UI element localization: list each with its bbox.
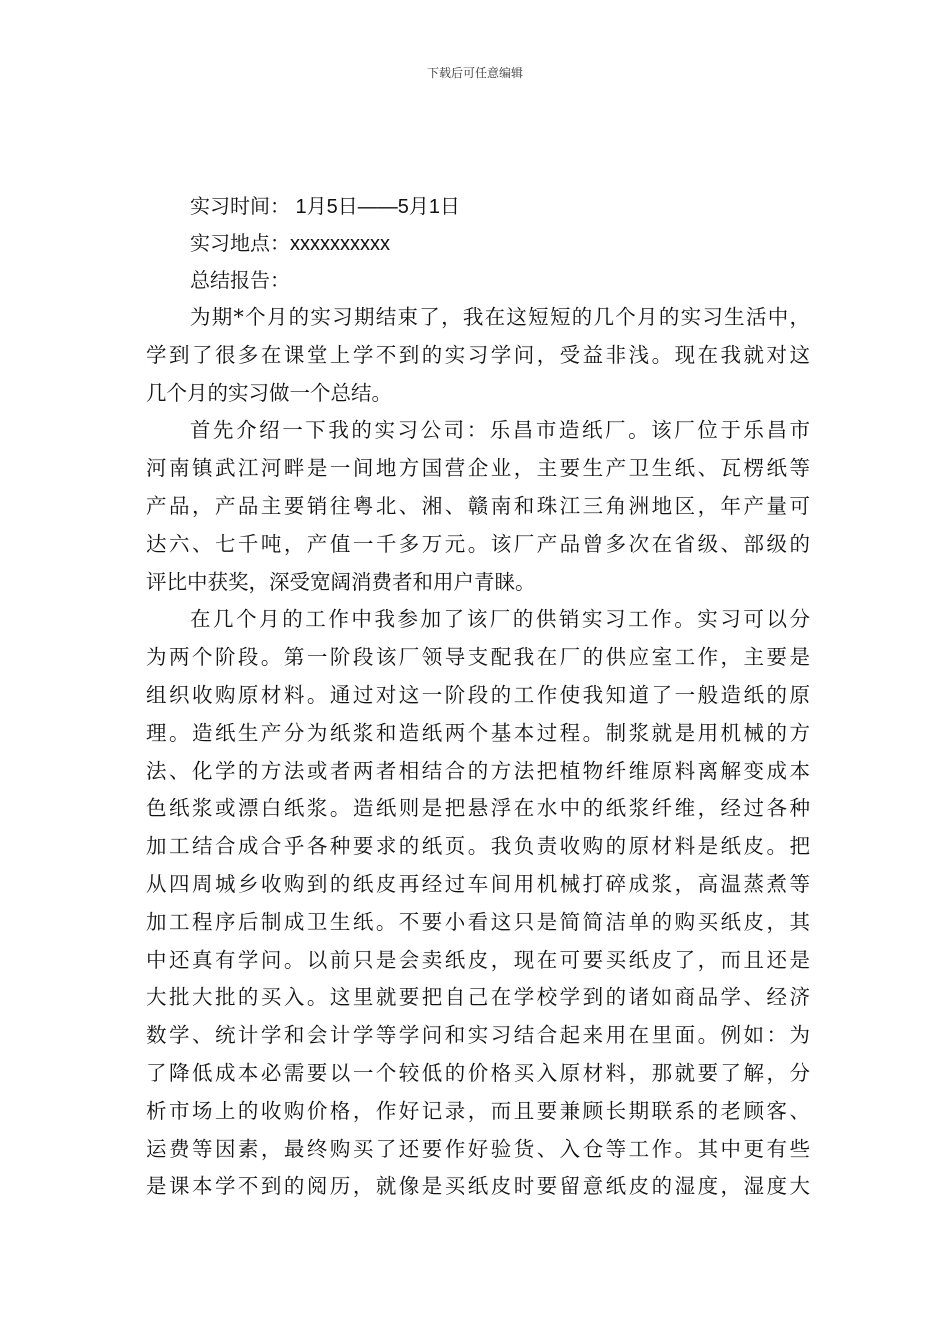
text-line: 为期*个月的实习期结束了，我在这短短的几个月的实习生活中， <box>190 305 810 329</box>
header-note: 下载后可任意编辑 <box>426 66 523 80</box>
text-line: 在几个月的工作中我参加了该厂的供销实习工作。实习可以分 <box>190 607 810 632</box>
internship-place-label: 实习地点： <box>190 231 290 255</box>
text-line: 评比中获奖，深受宽阔消费者和用户青睐。 <box>146 569 536 594</box>
paragraph-work <box>146 601 810 1206</box>
text-line: 色纸浆或漂白纸浆。造纸则是把悬浮在水中的纸浆纤维，经过各种 <box>146 796 810 821</box>
text-line: 了降低成本必需要以一个较低的价格买入原材料，那就要了解，分 <box>146 1060 810 1085</box>
text-line: 组织收购原材料。通过对这一阶段的工作使我知道了一般造纸的原 <box>146 682 810 707</box>
text-line: 大批大批的买入。这里就要把自己在学校学到的诸如商品学、经济 <box>146 985 810 1010</box>
text-line: 河南镇武江河畔是一间地方国营企业，主要生产卫生纸、瓦楞纸等 <box>146 456 810 481</box>
internship-place-value: xxxxxxxxxx <box>290 233 390 255</box>
text-line: 从四周城乡收购到的纸皮再经过车间用机械打碎成浆，高温蒸煮等 <box>146 871 810 896</box>
internship-time-value: 1月5日——5月1日 <box>290 196 461 218</box>
internship-time-line <box>146 188 810 225</box>
text-line: 加工结合成合乎各种要求的纸页。我负责收购的原材料是纸皮。把 <box>146 834 810 859</box>
text-line: 几个月的实习做一个总结。 <box>146 380 392 405</box>
text-line: 运费等因素，最终购买了还要作好验货、入仓等工作。其中更有些 <box>146 1136 810 1161</box>
text-line: 产品，产品主要销往粤北、湘、赣南和珠江三角洲地区，年产量可 <box>146 493 810 518</box>
text-line: 理。造纸生产分为纸浆和造纸两个基本过程。制浆就是用机械的方 <box>146 720 810 745</box>
document-body <box>146 188 810 1206</box>
text-line: 是课本学不到的阅历，就像是买纸皮时要留意纸皮的湿度，湿度大 <box>146 1174 810 1199</box>
paragraph-company <box>146 412 810 601</box>
text-line: 法、化学的方法或者两者相结合的方法把植物纤维原料离解变成本 <box>146 758 810 783</box>
internship-place-line <box>146 225 810 262</box>
text-line: 析市场上的收购价格，作好记录，而且要兼顾长期联系的老顾客、 <box>146 1098 810 1123</box>
text-line: 学到了很多在课堂上学不到的实习学问，受益非浅。现在我就对这 <box>146 342 810 367</box>
text-line: 首先介绍一下我的实习公司：乐昌市造纸厂。该厂位于乐昌市 <box>190 418 810 443</box>
text-line: 为两个阶段。第一阶段该厂领导支配我在厂的供应室工作，主要是 <box>146 645 810 670</box>
summary-report-label: 总结报告： <box>190 268 290 292</box>
paragraph-intro <box>146 299 810 412</box>
text-line: 达六、七千吨，产值一千多万元。该厂产品曾多次在省级、部级的 <box>146 531 810 556</box>
internship-time-label: 实习时间： <box>190 194 290 218</box>
text-line: 中还真有学问。以前只是会卖纸皮，现在可要买纸皮了，而且还是 <box>146 947 810 972</box>
text-line: 加工程序后制成卫生纸。不要小看这只是简简洁单的购买纸皮，其 <box>146 909 810 934</box>
text-line: 数学、统计学和会计学等学问和实习结合起来用在里面。例如：为 <box>146 1023 810 1048</box>
